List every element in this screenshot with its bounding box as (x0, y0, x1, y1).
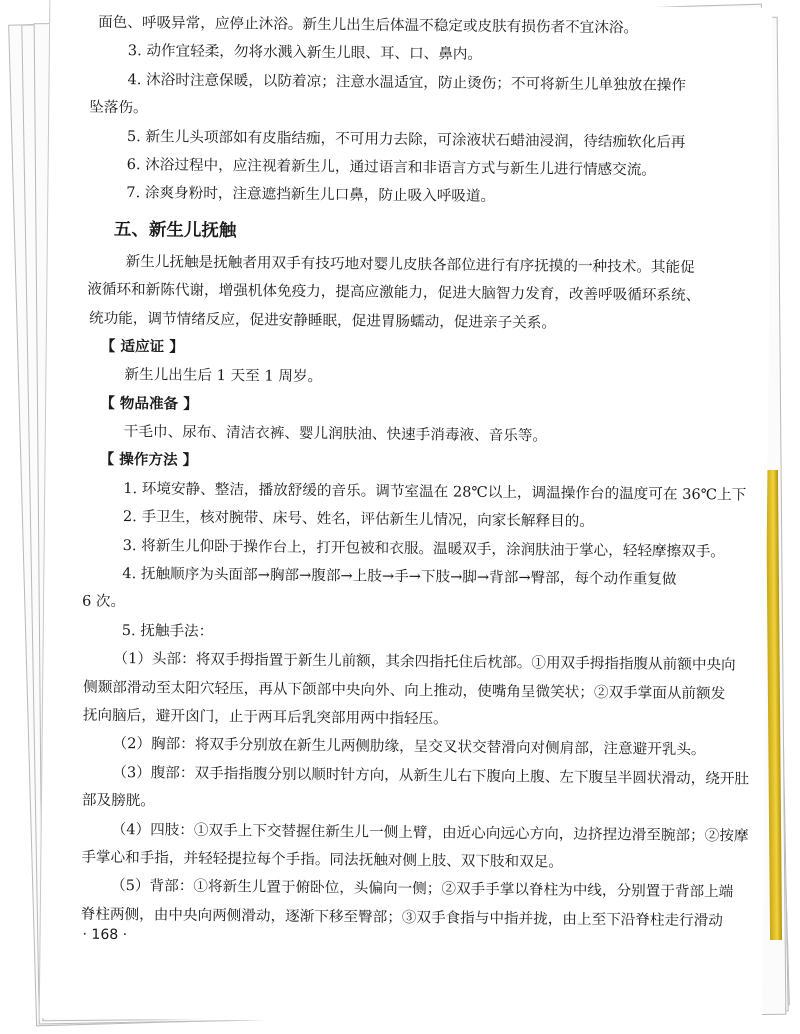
text-line: 3. 动作宜轻柔，勿将水溅入新生儿眼、耳、口、鼻内。 (127, 42, 483, 64)
section-title: 五、新生儿抚触 (113, 219, 237, 241)
technique-line: （2）胸部：将双手分别放在新生儿两侧肋缘，呈交叉状交替滑向对侧肩部，注意避开乳头。 (112, 735, 706, 759)
text-line: 7. 涂爽身粉时，注意遮挡新生儿口鼻，防止吸入呼吸道。 (126, 184, 496, 206)
text-line: 6. 沐浴过程中，应注视着新生儿，通过语言和非语言方式与新生儿进行情感交流。 (126, 156, 657, 179)
step-line: 3. 将新生儿仰卧于操作台上，打开包被和衣服。温暖双手，涂润肤油于掌心，轻轻摩擦双手。 (122, 536, 726, 560)
supplies-label: 【 物品准备 】 (100, 394, 198, 413)
indication-label: 【 适应证 】 (100, 337, 184, 356)
text-line: 面色、呼吸异常，应停止沐浴。新生儿出生后体温不稳定或皮肤有损伤者不宜沐浴。 (98, 13, 639, 37)
step-line: 6 次。 (81, 593, 126, 611)
technique-line: （3）腹部：双手指指腹分别以顺时针方向，从新生儿右下腹向上腹、左下腹呈半圆状滑动，绕开肚 (112, 763, 750, 788)
technique-line: 抚向脑后，避开囟门，止于两耳后乳突部用两中指轻压。 (82, 706, 448, 728)
step-line: 5. 抚触手法： (121, 621, 214, 640)
step-line: 1. 环境安静、整洁，播放舒缓的音乐。调节室温在 28℃以上，调温操作台的温度可在 36℃上下 (123, 479, 747, 504)
method-label: 【 操作方法 】 (99, 451, 198, 470)
technique-line: 脊柱两侧，由中央向两侧滑动，逐渐下移至臀部；③双手食指与中指并拢，由上至下沿脊柱走行滑动 (80, 905, 723, 930)
intro-line: 液循环和新陈代谢，增强机体免疫力，提高应激能力，促进大脑智力发育，改善呼吸循环系统、 (87, 280, 701, 305)
intro-line: 新生儿抚触是抚触者用双手有技巧地对婴儿皮肤各部位进行有序抚摸的一种技术。其能促 (125, 252, 695, 276)
technique-line: 侧颞部滑动至太阳穴轻压，再从下颌部中央向外、向上推动，使嘴角呈微笑状；②双手掌面从前额发 (83, 678, 726, 702)
page-text (80, 9, 773, 944)
technique-line: 部及膀胱。 (81, 791, 156, 810)
text-line: 4. 沐浴时注意保暖，以防着凉；注意水温适宜，防止烫伤；不可将新生儿单独放在操作 (127, 70, 687, 94)
step-line: 2. 手卫生，核对腕带、床号、姓名，评估新生儿情况，向家长解释目的。 (122, 508, 594, 531)
technique-line: （4）四肢：①双手上下交替握住新生儿一侧上臂，由近心向远心方向，边挤捏边滑至腕部；②按摩 (111, 820, 749, 845)
text-line: 坠落伤。 (89, 98, 148, 117)
intro-line: 统功能，调节情绪反应，促进安静睡眠，促进胃肠蠕动，促进亲子关系。 (88, 309, 557, 332)
indication-text: 新生儿出生后 1 天至 1 周岁。 (124, 366, 323, 386)
page-number: · 168 · (82, 926, 128, 944)
supplies-text: 干毛巾、尿布、清洁衣裤、婴儿润肤油、快速手消毒液、音乐等。 (123, 423, 548, 445)
technique-line: 手掌心和手指，并轻轻提拉每个手指。同法抚触对侧上肢、双下肢和双足。 (81, 848, 564, 871)
book-page (39, 0, 773, 1026)
text-line: 5. 新生儿头项部如有皮脂结痂，不可用力去除，可涂液状石蜡油浸润，待结痂软化后再 (126, 127, 686, 151)
step-line: 4. 抚触顺序为头面部→胸部→腹部→上肢→手→下肢→脚→背部→臀部，每个动作重复做 (122, 565, 677, 588)
technique-line: （1）头部：将双手拇指置于新生儿前额，其余四指托住后枕部。①用双手拇指指腹从前额中央向 (113, 650, 736, 674)
technique-line: （5）背部：①将新生儿置于俯卧位，头偏向一侧；②双手手掌以脊柱为中线，分别置于背部上端 (110, 877, 734, 901)
